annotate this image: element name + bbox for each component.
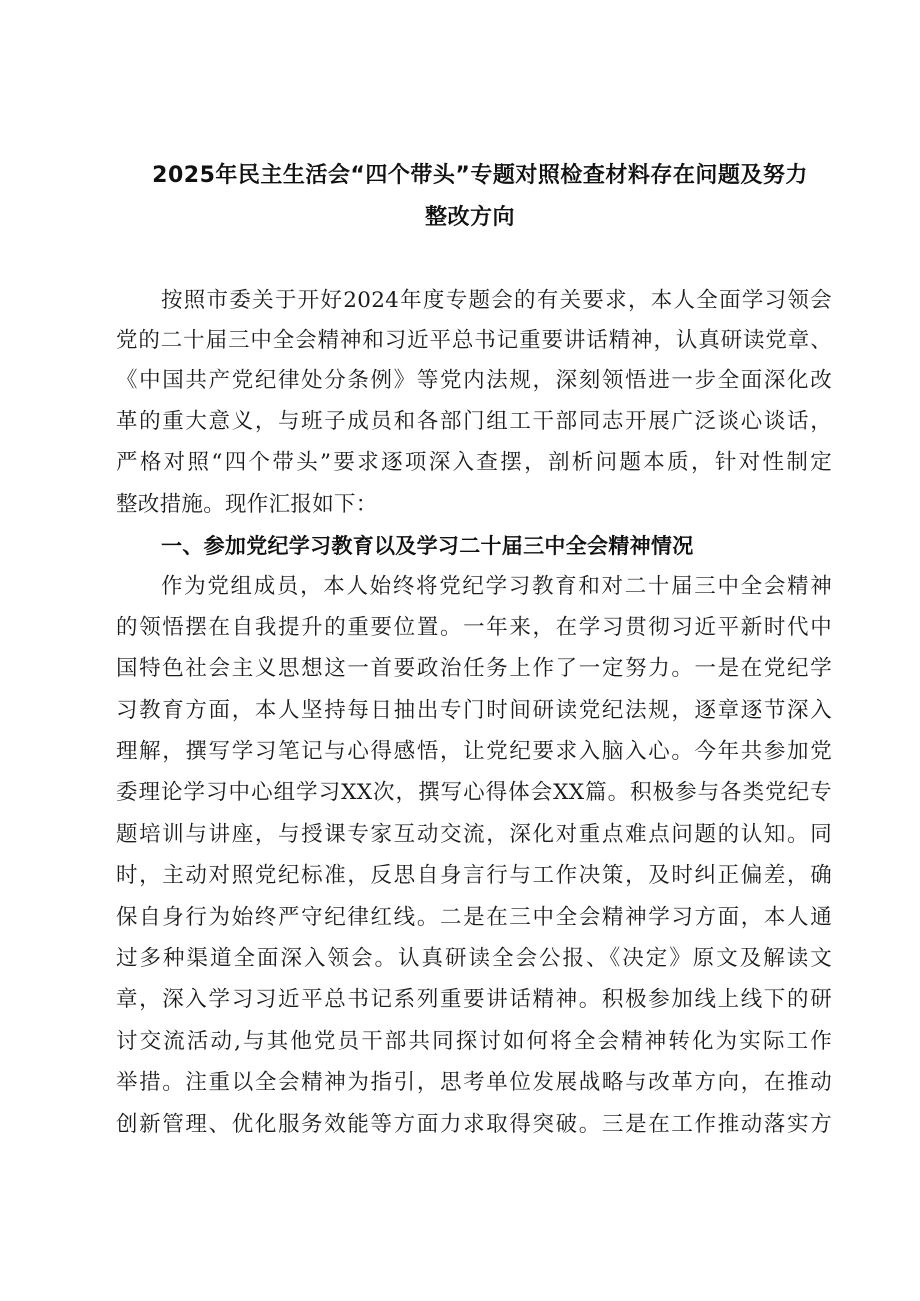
- section-1-line: 作为党组成员，本人始终将党纪学习教育和对二十届三中全会精神: [161, 574, 832, 599]
- section-1-line: 创新管理、优化服务效能等方面力求取得突破。三是在工作推动落实方: [116, 1112, 832, 1137]
- section-1-line: 国特色社会主义思想这一首要政治任务上作了一定努力。一是在党纪学: [116, 656, 832, 681]
- intro-line: 革的重大意义，与班子成员和各部门组工干部同志开展广泛谈心谈话，: [116, 409, 832, 434]
- section-1-heading: 一、参加党纪学习教育以及学习二十届三中全会精神情况: [161, 534, 694, 558]
- section-1-line: 委理论学习中心组学习XX次，撰写心得体会XX篇。积极参与各类党纪专: [116, 780, 832, 805]
- section-1-line: 时，主动对照党纪标准，反思自身言行与工作决策，及时纠正偏差，确: [116, 863, 832, 888]
- section-1-line: 题培训与讲座，与授课专家互动交流，深化对重点难点问题的认知。同: [116, 822, 832, 847]
- document-title-line-1: 2025年民主生活会“四个带头”专题对照检查材料存在问题及努力: [152, 163, 808, 188]
- section-1-line: 理解，撰写学习笔记与心得感悟，让党纪要求入脑入心。今年共参加党: [116, 739, 832, 764]
- section-1-line: 章，深入学习习近平总书记系列重要讲话精神。积极参加线上线下的研: [116, 987, 832, 1012]
- intro-line: 严格对照“四个带头”要求逐项深入查摆，剖析问题本质，针对性制定: [116, 450, 832, 475]
- section-1-line: 习教育方面，本人坚持每日抽出专门时间研读党纪法规，逐章逐节深入: [116, 698, 832, 723]
- intro-line: 《中国共产党纪律处分条例》等党内法规，深刻领悟进一步全面深化改: [116, 368, 832, 393]
- section-1-line: 讨交流活动,与其他党员干部共同探讨如何将全会精神转化为实际工作: [116, 1029, 832, 1054]
- intro-line: 党的二十届三中全会精神和习近平总书记重要讲话精神，认真研读党章、: [116, 328, 832, 353]
- section-1-line: 保自身行为始终严守纪律红线。二是在三中全会精神学习方面，本人通: [116, 905, 832, 930]
- section-1-line: 举措。注重以全会精神为指引，思考单位发展战略与改革方向，在推动: [116, 1070, 832, 1095]
- section-1-line: 的领悟摆在自我提升的重要位置。一年来，在学习贯彻习近平新时代中: [116, 615, 832, 640]
- section-1-line: 过多种渠道全面深入领会。认真研读全会公报、《决定》原文及解读文: [116, 946, 832, 971]
- intro-line: 整改措施。现作汇报如下：: [116, 492, 378, 517]
- document-title-line-2: 整改方向: [424, 205, 515, 230]
- intro-line: 按照市委关于开好2024年度专题会的有关要求，本人全面学习领会: [161, 288, 832, 313]
